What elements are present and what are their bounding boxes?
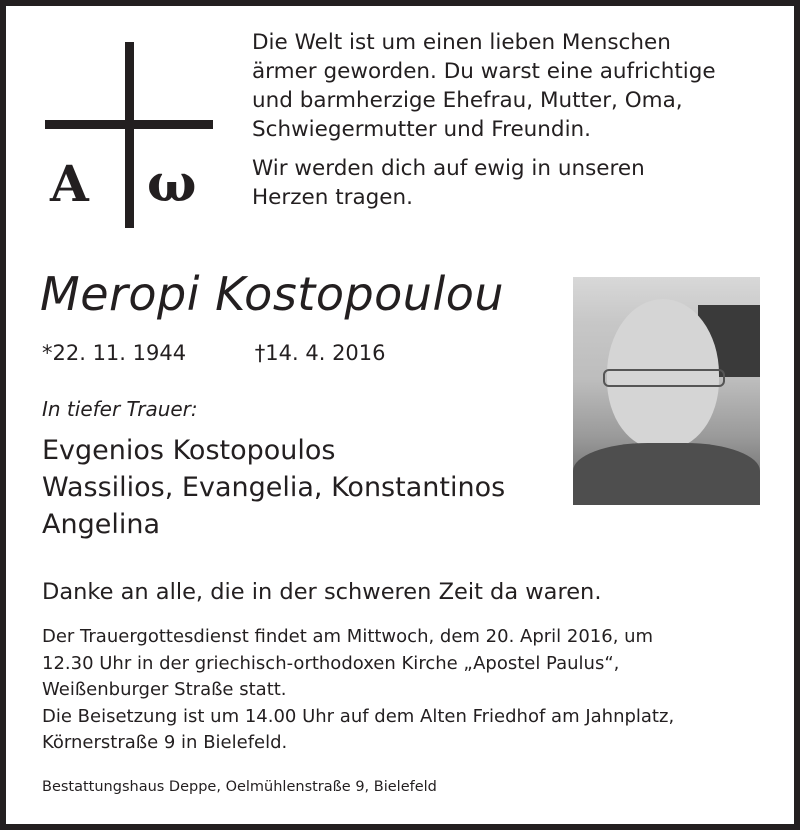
verse-line: Wir werden dich auf ewig in unseren (252, 156, 645, 181)
photo-shoulders (573, 443, 760, 505)
deceased-name: Meropi Kostopoulou (40, 267, 505, 321)
service-line: Weißenburger Straße statt. (42, 679, 287, 700)
death-date: †14. 4. 2016 (254, 341, 386, 365)
birth-date: *22. 11. 1944 (42, 341, 187, 365)
thanks-note: Danke an alle, die in der schweren Zeit da waren. (42, 579, 602, 605)
portrait-photo (573, 277, 760, 505)
memorial-verse (252, 28, 772, 222)
cross-alpha-omega-icon (44, 42, 216, 228)
photo-glasses (603, 369, 725, 387)
verse-paragraph-2 (252, 154, 772, 212)
verse-line: Schwiegermutter und Freundin. (252, 117, 592, 142)
verse-line: Herzen tragen. (252, 185, 413, 210)
cross-horizontal-bar (45, 120, 213, 129)
mourners-list (42, 432, 505, 543)
service-line: Der Trauergottesdienst findet am Mittwoch, dem 20. April 2016, um (42, 626, 654, 647)
mourner-line: Wassilios, Evangelia, Konstantinos (42, 472, 506, 503)
mourner-line: Angelina (42, 509, 160, 540)
cross-vertical-bar (125, 42, 134, 228)
service-details (42, 624, 762, 757)
verse-line: ärmer geworden. Du warst eine aufrichtige (252, 59, 716, 84)
life-dates (42, 338, 386, 368)
alpha-icon: A (50, 154, 89, 213)
service-line: Die Beisetzung ist um 14.00 Uhr auf dem Alten Friedhof am Jahnplatz, (42, 705, 675, 727)
verse-paragraph-1 (252, 28, 772, 144)
service-line: Körnerstraße 9 in Bielefeld. (42, 732, 288, 753)
funeral-home-footer: Bestattungshaus Deppe, Oelmühlenstraße 9, Bielefeld (42, 779, 437, 795)
mourner-line: Evgenios Kostopoulos (42, 435, 336, 466)
service-line: 12.30 Uhr in der griechisch-orthodoxen Kirche „Apostel Paulus“, (42, 652, 620, 674)
mourners-label: In tiefer Trauer: (42, 397, 198, 421)
verse-line: Die Welt ist um einen lieben Menschen (252, 30, 671, 55)
verse-line: und barmherzige Ehefrau, Mutter, Oma, (252, 88, 683, 113)
omega-icon: ω (147, 153, 197, 214)
